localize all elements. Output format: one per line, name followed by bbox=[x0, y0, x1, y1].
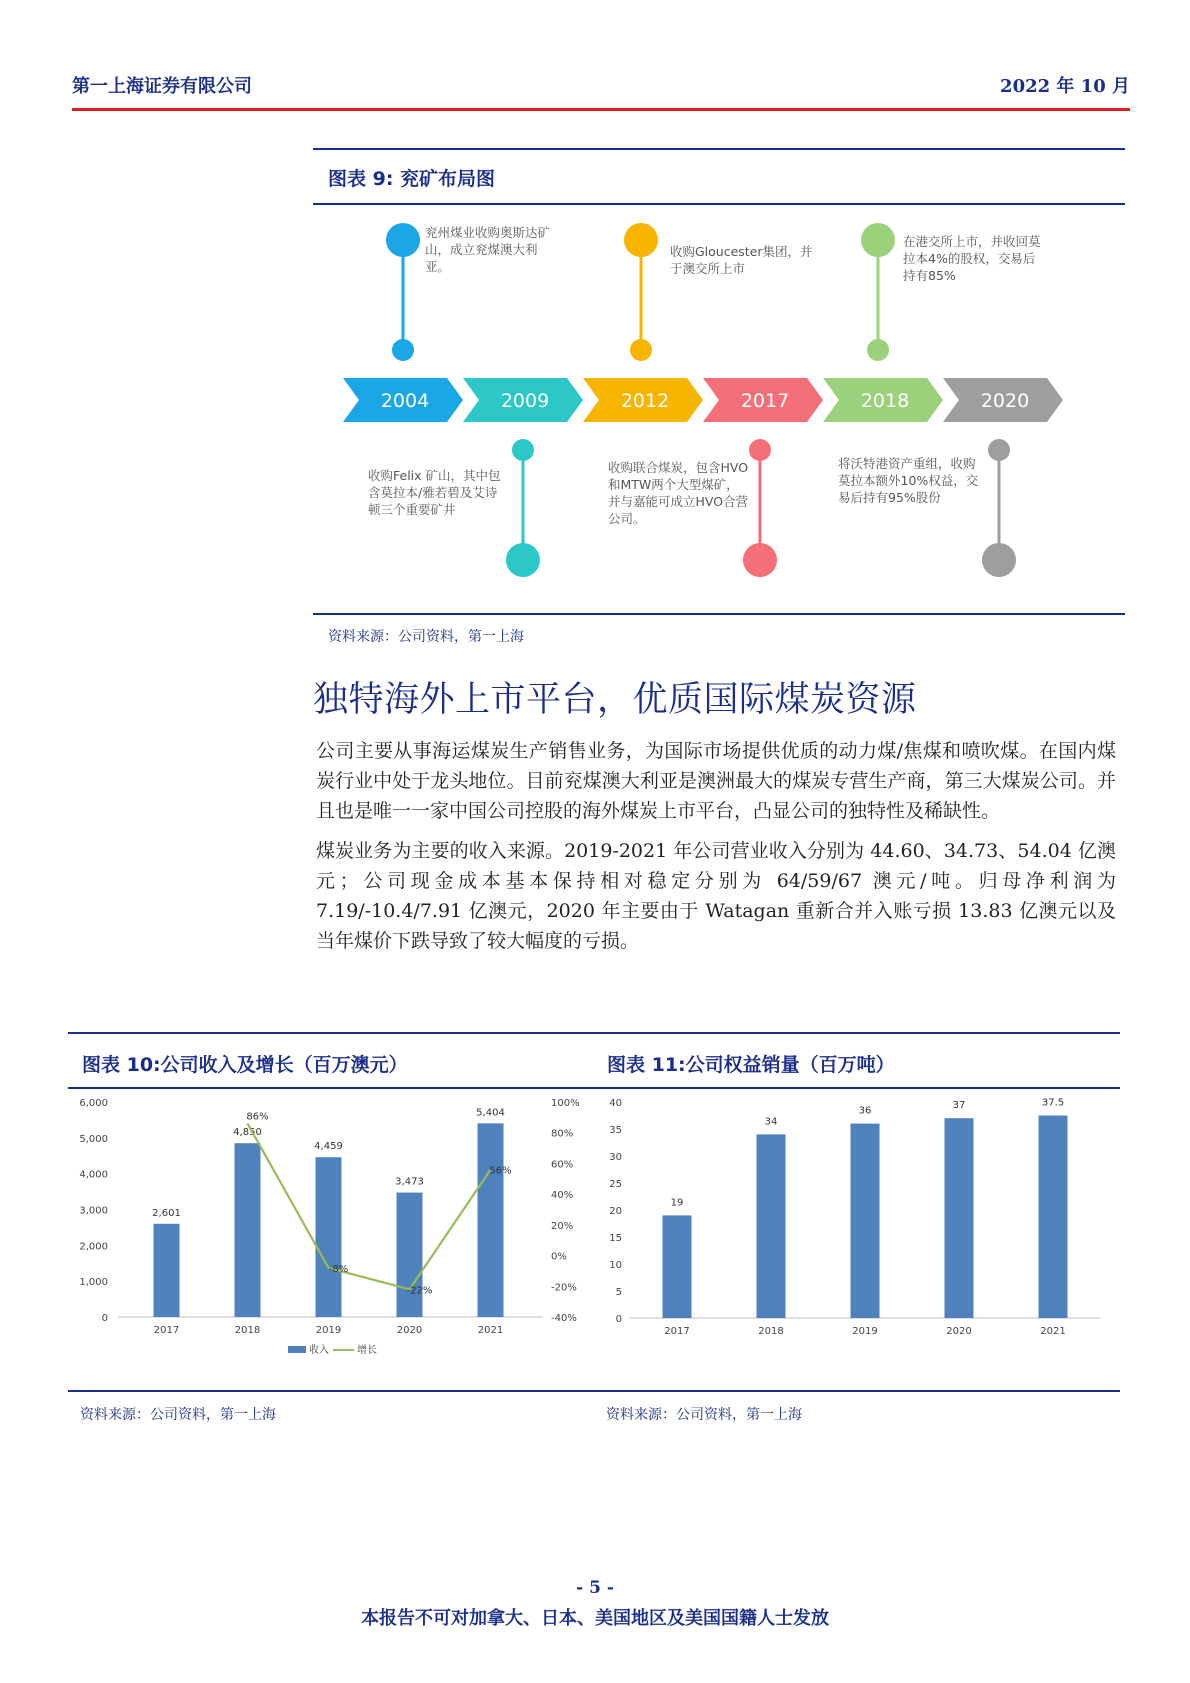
figure11-source: 资料来源：公司资料，第一上海 bbox=[606, 1407, 802, 1423]
chart11-ytick: 20 bbox=[609, 1206, 622, 1217]
chart10-ytick: 2,000 bbox=[79, 1241, 108, 1253]
figure9-top-rule bbox=[313, 148, 1125, 150]
pin-head-2012 bbox=[624, 223, 658, 257]
chart10-ytick: 6,000 bbox=[79, 1098, 108, 1109]
timeline-event-2012: 收购Gloucester集团，并于澳交所上市 bbox=[670, 244, 813, 276]
chart10-bar-2017 bbox=[154, 1224, 180, 1317]
timeline-year-2020: 2020 bbox=[980, 390, 1030, 412]
chart11-bar-label-2019: 36 bbox=[858, 1105, 872, 1117]
chart11-ytick: 35 bbox=[609, 1125, 622, 1136]
timeline-year-2004: 2004 bbox=[380, 390, 430, 412]
chart10-xtick-2020: 2020 bbox=[396, 1325, 423, 1336]
figure9-title: 图表 9: 兖矿布局图 bbox=[328, 168, 496, 190]
revenue-growth-chart bbox=[68, 1090, 588, 1380]
chart10-bar-2019 bbox=[316, 1157, 342, 1317]
chart10-y2tick: 60% bbox=[551, 1159, 574, 1171]
paragraph-1: 公司主要从事海运煤炭生产销售业务，为国际市场提供优质的动力煤/焦煤和喷吹煤。在国内煤炭行业中处于龙头地位。目前兖煤澳大利亚是澳洲最大的煤炭专营生产商，第三大煤炭公司。并且也是唯一一家中国公司控股的海外煤炭上市平台，凸显公司的独特性及稀缺性。 bbox=[316, 740, 1116, 822]
timeline-event-2009: 收购Felix 矿山，其中包含莫拉本/雅若碧及艾诗顿三个重要矿井 bbox=[368, 468, 501, 517]
pin-head-2004 bbox=[386, 223, 420, 257]
chart11-bar-2019 bbox=[851, 1124, 880, 1318]
figures-top-rule bbox=[68, 1032, 1120, 1034]
timeline-event-2004: 兖州煤业收购奥斯达矿山，成立兖煤澳大利亚。 bbox=[425, 225, 551, 274]
chart10-bar-label-2021: 5,404 bbox=[476, 1107, 505, 1119]
chart10-bar-label-2019: 4,459 bbox=[314, 1141, 343, 1153]
chart11-xtick-2018: 2018 bbox=[758, 1326, 784, 1337]
chart11-bar-label-2020: 37 bbox=[952, 1100, 966, 1112]
pin-head-2009 bbox=[506, 543, 540, 577]
chart10-ytick: 1,000 bbox=[79, 1277, 108, 1289]
chart10-bar-2021 bbox=[478, 1123, 504, 1317]
timeline-year-2009: 2009 bbox=[500, 390, 550, 412]
chart10-xtick-2021: 2021 bbox=[477, 1325, 504, 1336]
chart11-xtick-2021: 2021 bbox=[1040, 1326, 1066, 1337]
chart10-y2tick: 20% bbox=[551, 1220, 574, 1232]
chart10-xtick-2018: 2018 bbox=[234, 1325, 261, 1336]
section-body bbox=[316, 736, 1116, 966]
chart10-ytick: 3,000 bbox=[79, 1205, 108, 1217]
section-heading: 独特海外上市平台，优质国际煤炭资源 bbox=[313, 680, 917, 720]
figure9-bottom-rule bbox=[313, 613, 1125, 615]
timeline-diagram bbox=[313, 210, 1125, 610]
chart11-xtick-2019: 2019 bbox=[852, 1326, 878, 1337]
chart11-bar-2017 bbox=[663, 1215, 692, 1318]
chart11-bar-label-2017: 19 bbox=[670, 1197, 684, 1209]
figure9-source: 资料来源：公司资料，第一上海 bbox=[328, 629, 524, 645]
company-name: 第一上海证券有限公司 bbox=[72, 76, 252, 97]
pin-dot-2004 bbox=[392, 339, 414, 361]
chart10-ytick: 5,000 bbox=[79, 1133, 108, 1145]
chart11-xtick-2020: 2020 bbox=[946, 1326, 972, 1337]
timeline-year-2017: 2017 bbox=[740, 390, 790, 412]
figure10-title: 图表 10:公司收入及增长（百万澳元） bbox=[82, 1054, 408, 1076]
chart10-growth-label-2021: 56% bbox=[489, 1165, 512, 1177]
figures-bottom-rule bbox=[68, 1390, 1120, 1392]
report-date: 2022 年 10 月 bbox=[1000, 76, 1130, 97]
chart11-bar-2018 bbox=[757, 1134, 786, 1318]
timeline-event-2020: 将沃特港资产重组，收购莫拉本额外10%权益，交易后持有95%股份 bbox=[838, 456, 979, 505]
figure9-title-rule bbox=[313, 203, 1125, 205]
chart10-ytick: 4,000 bbox=[79, 1169, 108, 1181]
header-divider bbox=[72, 108, 1130, 111]
chart10-bar-2018 bbox=[235, 1143, 261, 1317]
chart11-ytick: 40 bbox=[609, 1098, 622, 1109]
paragraph-2: 煤炭业务为主要的收入来源。2019-2021 年公司营业收入分别为 44.60、34.73、54.04 亿澳元；公司现金成本基本保持相对稳定分别为 64/59/67 澳元/吨。归母净利润为 7.19/-10.4/7.91 亿澳元，2020 年主要由于 Watagan 重新合并入账亏损 13.83 亿澳元以及当年煤价下跌导致了较大幅度的亏损。 bbox=[316, 840, 1116, 952]
chart10-y2tick: -40% bbox=[551, 1313, 577, 1324]
distribution-notice: 本报告不可对加拿大、日本、美国地区及美国国籍人士发放 bbox=[361, 1608, 829, 1629]
chart11-bar-2020 bbox=[945, 1118, 974, 1318]
chart10-growth-label-2018: 86% bbox=[246, 1111, 269, 1123]
chart10-y2tick: 0% bbox=[551, 1251, 567, 1263]
chart11-xtick-2017: 2017 bbox=[664, 1326, 690, 1337]
chart10-growth-label-2019: -8% bbox=[328, 1263, 349, 1275]
chart11-ytick: 10 bbox=[609, 1260, 622, 1271]
page-number: - 5 - bbox=[576, 1578, 614, 1598]
chart10-xtick-2019: 2019 bbox=[315, 1325, 342, 1336]
chart10-y2tick: -20% bbox=[551, 1282, 577, 1294]
chart10-bar-2020 bbox=[397, 1193, 423, 1317]
pin-dot-2012 bbox=[630, 339, 652, 361]
pin-head-2018 bbox=[861, 223, 895, 257]
chart10-y2tick: 80% bbox=[551, 1128, 574, 1140]
chart10-legend-revenue: 收入 bbox=[309, 1345, 329, 1356]
chart11-ytick: 15 bbox=[609, 1233, 622, 1244]
pin-dot-2018 bbox=[867, 339, 889, 361]
pin-dot-2017 bbox=[749, 439, 771, 461]
timeline-event-2017: 收购联合煤炭，包含HVO 和MTW两个大型煤矿，并与嘉能可成立HVO合营公司。 bbox=[608, 460, 749, 526]
chart10-xtick-2017: 2017 bbox=[153, 1325, 180, 1336]
pin-dot-2009 bbox=[512, 439, 534, 461]
chart10-legend-growth: 增长 bbox=[357, 1345, 377, 1356]
timeline-year-2018: 2018 bbox=[860, 390, 910, 412]
chart11-ytick: 25 bbox=[609, 1179, 622, 1190]
chart11-ytick: 5 bbox=[615, 1287, 622, 1298]
chart10-y2tick: 100% bbox=[551, 1098, 580, 1109]
pin-head-2020 bbox=[982, 543, 1016, 577]
timeline-year-2012: 2012 bbox=[620, 390, 670, 412]
equity-sales-chart bbox=[600, 1090, 1120, 1380]
chart11-ytick: 0 bbox=[615, 1314, 622, 1325]
chart11-bar-2021 bbox=[1039, 1116, 1068, 1319]
figure10-source: 资料来源：公司资料，第一上海 bbox=[80, 1407, 276, 1423]
chart10-bar-label-2017: 2,601 bbox=[152, 1207, 181, 1219]
chart10-bar-label-2020: 3,473 bbox=[395, 1176, 424, 1188]
chart10-ytick: 0 bbox=[101, 1313, 108, 1324]
chart10-legend-revenue-swatch bbox=[288, 1346, 306, 1353]
chart11-bar-label-2018: 34 bbox=[764, 1116, 778, 1128]
pin-head-2017 bbox=[743, 543, 777, 577]
chart10-bar-label-2018: 4,850 bbox=[233, 1127, 262, 1139]
timeline-event-2018: 在港交所上市，并收回莫拉本4%的股权，交易后持有85% bbox=[903, 234, 1041, 283]
chart10-y2tick: 40% bbox=[551, 1190, 574, 1202]
figures-title-rule bbox=[68, 1087, 1120, 1089]
chart10-growth-label-2020: -22% bbox=[406, 1285, 433, 1297]
pin-dot-2020 bbox=[988, 439, 1010, 461]
chart11-ytick: 30 bbox=[609, 1152, 622, 1163]
figure11-title: 图表 11:公司权益销量（百万吨） bbox=[607, 1054, 895, 1076]
chart11-bar-label-2021: 37.5 bbox=[1041, 1097, 1065, 1109]
